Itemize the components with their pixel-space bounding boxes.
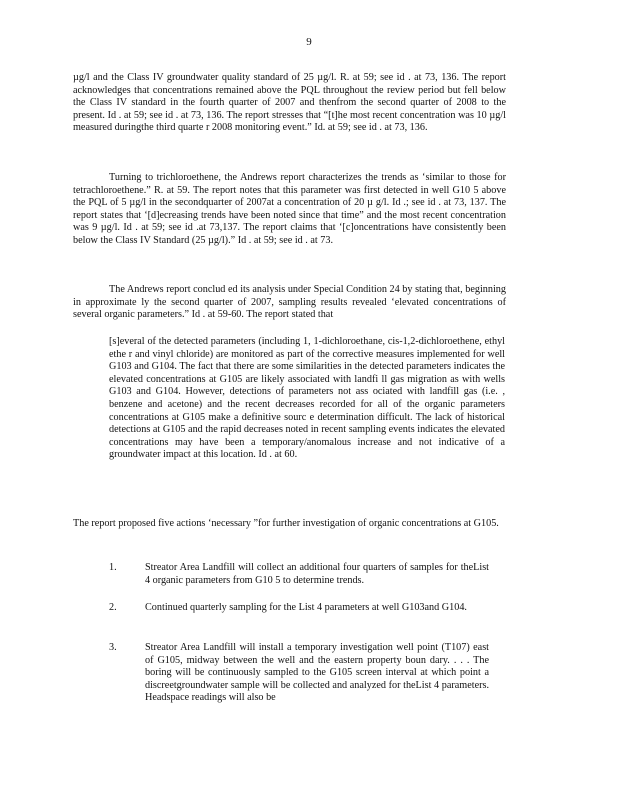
paragraph-pce-trend bbox=[73, 72, 506, 135]
list-item-text: Streator Area Landfill will install a temporary investigation well point (T107) east of G105, midway between the well and the eastern property boun dary. . . . The boring will be continuously sampled to the G105 screen interval at which point a discreetgroundwater sample will be collected and analyzed for theList 4 parameters. Headspace readings will also be bbox=[145, 642, 489, 704]
paragraph-text: Turning to trichloroethene, the Andrews report characterizes the trends as ‘similar to those for tetrachloroethene.” R. at 59. The report notes that this parameter was first detected in well G10 5 above the PQL of 5 µg/l in the secondquarter of 2007at a concentration of 20 µ g/l. Id .; see id . at 73, 137. The report states that ‘[d]ecreasing trends have been noted since that time” and the most recent concentration was 9 µg/l. Id . at 59; see id .at 73,137. The report claims that ‘[c]oncentrations have consistently been below the Class IV Standard (25 µg/l).” Id . at 59; see id . at 73. bbox=[73, 172, 506, 246]
paragraph-proposed-actions bbox=[73, 518, 506, 531]
list-item-number: 2. bbox=[109, 602, 117, 613]
list-item-text: Continued quarterly sampling for the List 4 parameters at well G103and G104. bbox=[145, 602, 467, 613]
paragraph-tce-trend bbox=[73, 172, 506, 248]
paragraph-text: µg/l and the Class IV groundwater quality standard of 25 µg/l. R. at 59; see id . at 73, 136. The report acknowledges that concentrations remained above the PQL throughout the review period but fell below the Class IV standard in the fourth quarter of 2007 and thenfrom the second quarter of 2008 to the present. Id . at 59; see id . at 73, 136. The report stresses that “[t]he most recent concentration was 10 µg/l measured duringthe third quarte r 2008 monitoring event.” Id. at 59; see id . at 73, 136. bbox=[73, 72, 506, 134]
list-item-number: 3. bbox=[109, 642, 117, 653]
list-item-number: 1. bbox=[109, 562, 117, 573]
paragraph-conclusion bbox=[73, 284, 506, 322]
block-quote: [s]everal of the detected parameters (including 1, 1-dichloroethane, cis-1,2-dichloroethene, ethyl ethe r and vinyl chloride) are monitored as part of the corrective measures implemented for well G103 and G104. The fact that there are some similarities in the detected parameters indicates the elevated concentrations at G105 are likely associated with landfi ll gas migration as with wells G103 and G104. However, detections of parameters not ass ociated with landfill gas (i.e. , benzene and acetone) and the recent decreases recorded for all of the organic parameters concentrations at G105 make a definitive sourc e determination difficult. The lack of historical detections at G105 and the rapid decreases noted in recent sampling events indicates the elevated concentrations may have been a temporary/anomalous increase and not indicative of a groundwater impact at this location. Id . at 60. bbox=[109, 336, 505, 461]
list-item-text: Streator Area Landfill will collect an additional four quarters of samples for theList 4 organic parameters from G10 5 to determine trends. bbox=[145, 562, 489, 586]
page-number: 9 bbox=[306, 36, 312, 48]
paragraph-text: The Andrews report conclud ed its analysis under Special Condition 24 by stating that, beginning in approximate ly the second quarter of 2007, sampling results revealed ‘elevated concentrations of several organic parameters.” Id . at 59-60. The report stated that bbox=[73, 284, 506, 321]
paragraph-text: The report proposed five actions ‘necessary ”for further investigation of organic concentrations at G105. bbox=[73, 518, 499, 529]
